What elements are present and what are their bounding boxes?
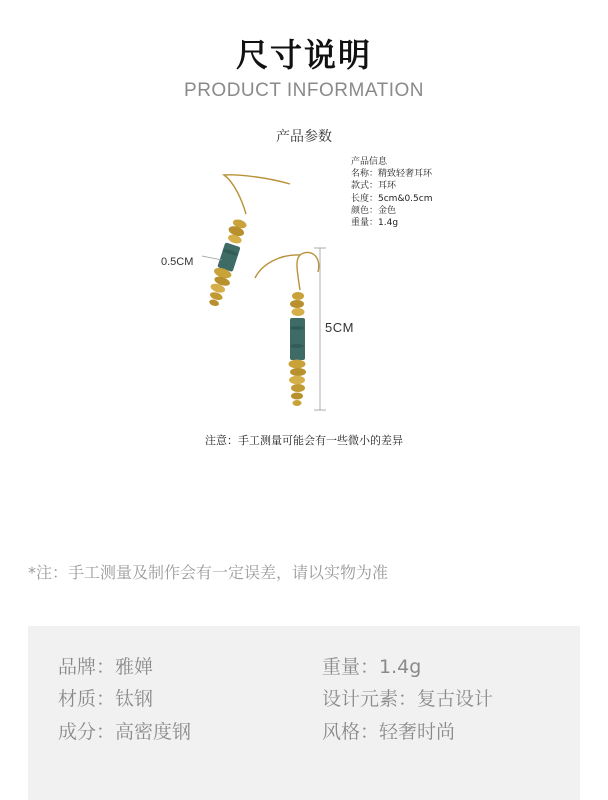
product-info-length: 长度：5cm&0.5cm — [351, 193, 433, 204]
product-info-color: 颜色：金色 — [351, 205, 397, 216]
product-info-weight: 重量：1.4g — [351, 218, 399, 229]
spec-brand: 品牌：雅婵 — [58, 656, 154, 678]
page-subtitle: PRODUCT INFORMATION — [184, 80, 424, 101]
length-dimension-label: 5CM — [325, 320, 354, 335]
product-info-style: 款式：耳环 — [351, 181, 397, 192]
page-title: 尺寸说明 — [235, 36, 372, 74]
spec-material: 材质：钛钢 — [58, 688, 154, 710]
spec-design: 设计元素：复古设计 — [322, 688, 494, 710]
right-earring — [255, 252, 319, 406]
footnote: *注：手工测量及制作会有一定误差，请以实物为准 — [28, 563, 389, 582]
spec-weight: 重量：1.4g — [322, 656, 422, 678]
earrings-image — [150, 160, 380, 420]
product-info-name: 名称：精致轻奢耳环 — [351, 169, 433, 180]
specs-panel — [28, 626, 580, 800]
left-earring — [204, 175, 290, 309]
spec-composition: 成分：高密度钢 — [58, 721, 192, 743]
measurement-note: 注意：手工测量可能会有一些微小的差异 — [205, 434, 403, 447]
width-dimension-line — [202, 256, 222, 260]
section-heading: 产品参数 — [276, 129, 332, 145]
spec-style: 风格：轻奢时尚 — [322, 721, 456, 743]
right-earring-hook — [297, 252, 319, 290]
product-info-heading: 产品信息 — [351, 157, 388, 167]
width-dimension-label: 0.5CM — [161, 256, 194, 268]
left-earring-hook — [224, 175, 290, 214]
